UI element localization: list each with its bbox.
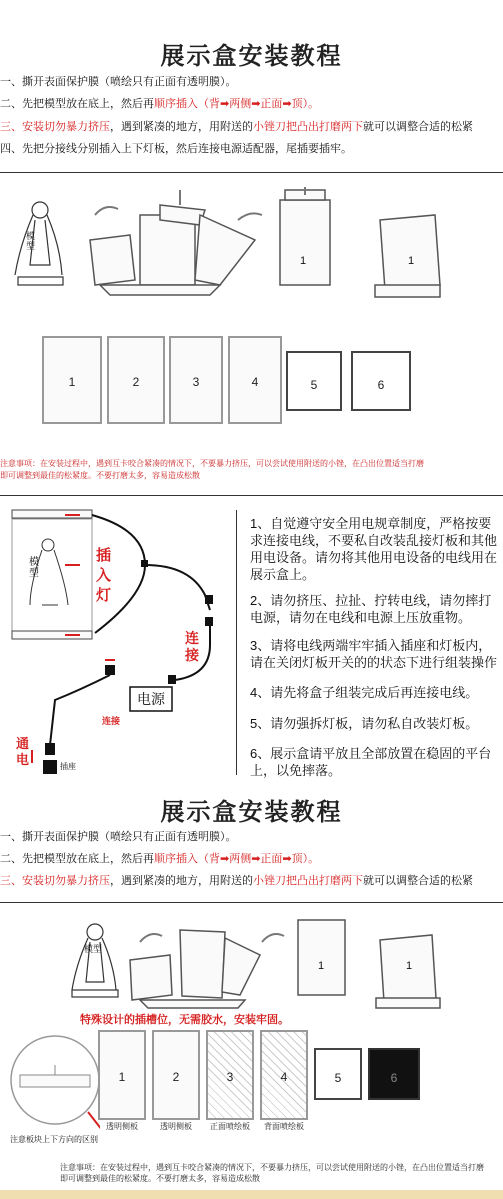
panel-caption: 背面喷绘板	[264, 1122, 304, 1131]
panel-6: 6	[351, 351, 411, 411]
rule-line: 1、自觉遵守安全用电规章制度，严格按要	[250, 516, 492, 531]
connect-small-label: 连接	[102, 716, 121, 726]
step-1: 一、撕开表面保护膜（喷绘只有正面有透明膜）。	[0, 76, 237, 88]
power-label: 电源	[137, 691, 165, 707]
assembly-illustration	[0, 185, 503, 310]
bottom-band	[0, 1190, 503, 1199]
rule-line: 用电设备。请勿将其他用电设备的电线用在	[250, 550, 498, 565]
model-figure	[15, 202, 63, 285]
step-2: 二、先把模型放在底上，然后再顺序插入（背➡两侧➡正面➡顶）。	[0, 98, 320, 110]
rule-line: 5、请勿强拆灯板，请勿私自改装灯板。	[250, 716, 479, 731]
step-3: 三、安装切勿暴力挤压，遇到紧凑的地方，用附送的小锉刀把凸出打磨两下就可以调整合适的松紧	[0, 875, 473, 887]
page-title-2: 展示盒安装教程	[160, 799, 343, 826]
wiring-diagram	[0, 505, 240, 785]
panel-1: 1	[42, 336, 102, 424]
panel-6: 6	[368, 1048, 420, 1100]
plug-power-label: 通电	[16, 736, 30, 767]
vertical-divider	[236, 510, 237, 775]
panel-5: 5	[314, 1048, 362, 1100]
rule-line: 求连接电线，不要私自改装乱接灯板和其他	[250, 533, 498, 548]
insert-light-label: 插入灯	[96, 547, 112, 604]
panel-5: 5	[286, 351, 342, 411]
rule-line: 2、请勿挤压、拉扯、拧转电线，请勿摔打	[250, 593, 492, 608]
panel-1: 1	[98, 1030, 146, 1120]
socket-label: 插座	[60, 762, 76, 771]
connect-label: 连接	[185, 630, 199, 663]
rule-line: 6、展示盒请平放且全部放置在稳固的平台	[250, 746, 492, 761]
page-title: 展示盒安装教程	[160, 43, 343, 70]
step-2: 二、先把模型放在底上，然后再顺序插入（背➡两侧➡正面➡顶）。	[0, 853, 320, 865]
rule-line: 请在关闭灯板开关的的状态下进行组装操作	[250, 655, 498, 670]
step-4: 四、先把分接线分别插入上下灯板，然后连接电源适配器，尾插要插牢。	[0, 143, 352, 155]
wiring-model-label: 模型	[29, 557, 39, 579]
panel-2: 2	[152, 1030, 200, 1120]
panel-4: 4	[260, 1030, 308, 1120]
panel-3: 3	[169, 336, 223, 424]
panel-2: 2	[107, 336, 165, 424]
slot-detail	[0, 1030, 100, 1140]
panel-caption: 正面喷绘板	[210, 1122, 250, 1131]
rule-line: 上，以免摔落。	[250, 763, 342, 778]
panel-4: 4	[228, 336, 282, 424]
assembly-illustration-2	[0, 910, 503, 1010]
panel-caption: 透明侧板	[106, 1122, 138, 1131]
direction-note: 注意板块上下方向的区别	[10, 1135, 98, 1144]
box-label: 1	[318, 960, 325, 972]
divider-2	[0, 495, 503, 496]
rule-line: 展示盒上。	[250, 567, 316, 582]
special-slot-note: 特殊设计的插槽位，无需胶水，安装牢固。	[80, 1014, 289, 1026]
notice-line-1: 注意事项：在安装过程中，遇到互卡咬合紧凑的情况下，不要暴力挤压，可以尝试使用附送的小锉，在凸出位置适当打磨	[60, 1163, 484, 1172]
divider	[0, 172, 503, 173]
model-label: 模型	[26, 231, 36, 251]
model-label-2: 模型	[84, 944, 103, 954]
box-label: 1	[300, 255, 307, 267]
rule-line: 3、请将电线两端牢牢插入插座和灯板内，	[250, 638, 492, 653]
step-1: 一、撕开表面保护膜（喷绘只有正面有透明膜）。	[0, 831, 237, 843]
divider-3	[0, 902, 503, 903]
panel-3: 3	[206, 1030, 254, 1120]
panel-caption: 透明侧板	[160, 1122, 192, 1131]
step-3: 三、安装切勿暴力挤压，遇到紧凑的地方，用附送的小锉刀把凸出打磨两下就可以调整合适的松紧	[0, 121, 473, 133]
box-label-2: 1	[406, 960, 413, 972]
notice-line-1: 注意事项：在安装过程中，遇到互卡咬合紧凑的情况下，不要暴力挤压，可以尝试使用附送的小锉，在凸出位置适当打磨	[0, 459, 424, 468]
rule-line: 电源，请勿在电线和电源上压放重物。	[250, 610, 472, 625]
notice-line-2: 即可调整到最佳的松紧度。不要打磨太多，容易造成松散	[60, 1174, 260, 1183]
notice-line-2: 即可调整到最佳的松紧度。不要打磨太多，容易造成松散	[0, 471, 200, 480]
box-label-2: 1	[408, 255, 415, 267]
rule-line: 4、请先将盒子组装完成后再连接电线。	[250, 685, 479, 700]
